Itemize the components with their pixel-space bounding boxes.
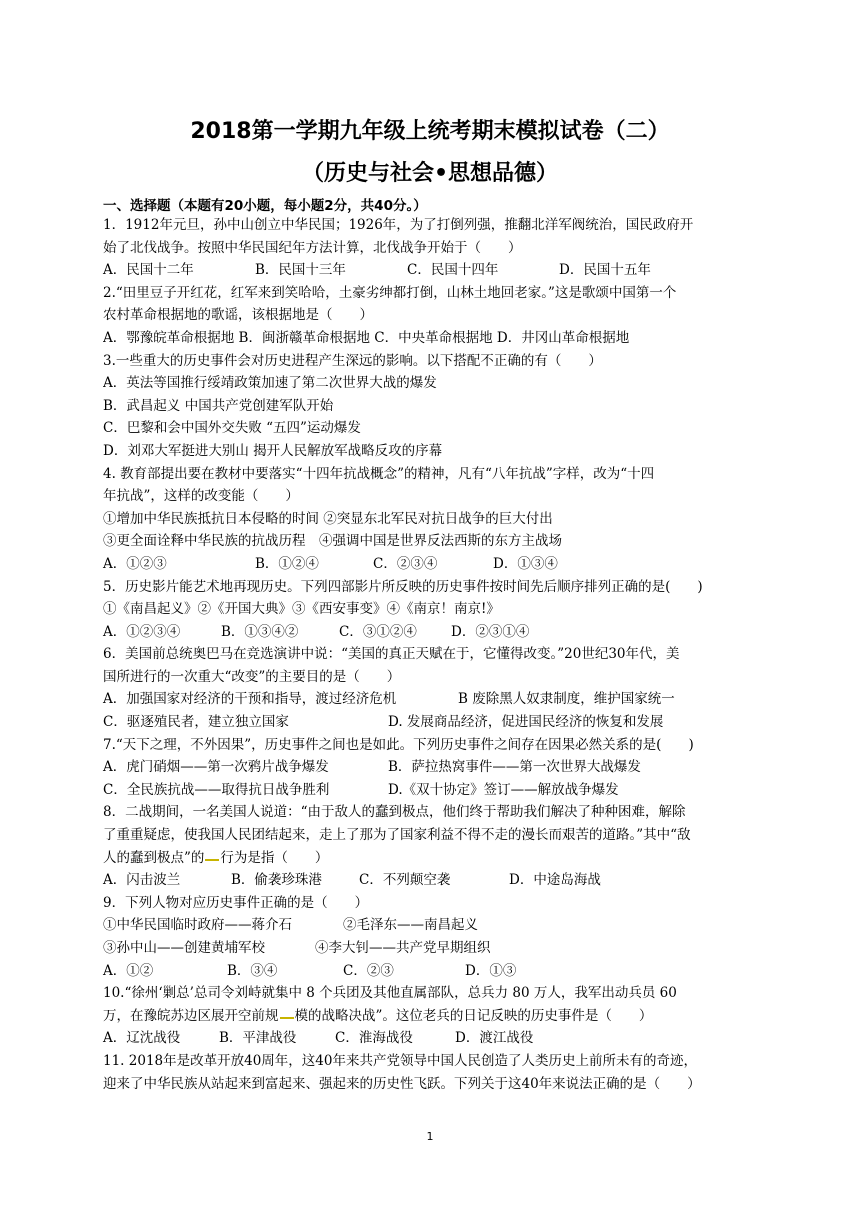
q10-option-c: C．淮海战役 <box>335 1030 413 1047</box>
q7-options-row2 <box>103 779 763 802</box>
q2-line1: 2.“田里豆子开红花，红军来到笑哈哈，土豪劣绅都打倒，山林土地回老家。”这是歌颂中国第一个 <box>103 284 677 301</box>
q5-options <box>103 621 763 644</box>
q9-item-3: ③孙中山——创建黄埔军校 <box>103 940 265 956</box>
blank-mark <box>205 856 219 861</box>
q10-option-d: D．渡江战役 <box>455 1030 534 1047</box>
q3-line1: 3.一些重大的历史事件会对历史进程产生深远的影响。以下搭配不正确的有（ ） <box>103 352 602 369</box>
q9-option-a: A．①② <box>103 962 154 979</box>
q7-line1: 7.“天下之理，不外因果”，历史事件之间也是如此。下列历史事件之间存在因果必然关系的是( ) <box>103 736 694 753</box>
q8-option-d: D．中途岛海战 <box>509 872 601 889</box>
q1-options <box>103 259 763 282</box>
q5-option-d: D．②③①④ <box>451 623 530 640</box>
blank-mark <box>280 1014 294 1019</box>
q8-option-a: A．闪击波兰 <box>103 872 181 889</box>
q5-option-b: B．①③④② <box>221 623 299 640</box>
q1-option-c: C．民国十四年 <box>407 262 499 279</box>
q9-options <box>103 960 763 983</box>
q4-line1: 4. 教育部提出要在教材中要落实“十四年抗战概念”的精神，凡有“八年抗战”字样，改为“十四 <box>103 465 655 482</box>
q8-option-b: B．偷袭珍珠港 <box>231 872 322 889</box>
q10-option-a: A．辽沈战役 <box>103 1030 181 1047</box>
q11-line2: 迎来了中华民族从站起来到富起来、强起来的历史性飞跃。下列关于这40年来说法正确的是（ ） <box>103 1075 701 1092</box>
q9-item-1: ①中华民国临时政府——蒋介石 <box>103 917 292 934</box>
question-list <box>103 214 763 1095</box>
exam-subtitle: （历史与社会•思想品德） <box>301 161 559 186</box>
q8-line3 <box>103 847 763 870</box>
q7-option-a: A．虎门硝烟——第一次鸦片战争爆发 <box>103 759 329 776</box>
q5-line1: 5．历史影片能艺术地再现历史。下列四部影片所反映的历史事件按时间先后顺序排列正确的是( ) <box>103 578 703 595</box>
q10-line2 <box>103 1005 763 1028</box>
q5-line2: ①《南昌起义》②《开国大典》③《西安事变》④《南京！南京!》 <box>103 601 500 618</box>
q10-options <box>103 1027 763 1050</box>
q9-option-c: C．②③ <box>343 962 394 979</box>
q1-option-a: A．民国十二年 <box>103 262 194 279</box>
q7-option-b: B．萨拉热窝事件——第一次世界大战爆发 <box>388 759 641 776</box>
q6-line2: 国所进行的一次重大“改变”的主要目的是（ ） <box>103 668 401 685</box>
q5-option-c: C．③①②④ <box>339 623 417 640</box>
q7-option-c: C．全民族抗战——取得抗日战争胜利 <box>103 781 330 798</box>
q1-line2: 始了北伐战争。按照中华民国纪年方法计算，北伐战争开始于（ ） <box>103 239 522 256</box>
q7-option-d: D.《双十协定》签订——解放战争爆发 <box>388 781 619 798</box>
exam-title: 2018第一学期九年级上统考期末模拟试卷（二） <box>190 119 670 144</box>
q4-options <box>103 553 763 576</box>
q10-line2b: 模的战略决战”。这位老兵的日记反映的历史事件是（ ） <box>294 1007 653 1024</box>
q5-option-a: A．①②③④ <box>103 623 181 640</box>
q1-line1: 1．1912年元旦，孙中山创立中华民国；1926年，为了打倒列强，推翻北洋军阀统治，国民政府开 <box>103 217 694 233</box>
q9-option-d: D．①③ <box>465 962 517 979</box>
q8-line2: 了重重疑虑，使我国人民团结起来，走上了那为了国家利益不得不走的漫长而艰苦的道路。”其中“敌 <box>103 827 691 844</box>
q3-option-a: A．英法等国推行绥靖政策加速了第二次世界大战的爆发 <box>103 375 437 392</box>
q9-item-2: ②毛泽东——南昌起义 <box>343 917 478 934</box>
q6-option-b: B 废除黑人奴隶制度，维护国家统一 <box>458 691 675 708</box>
q6-options-row1 <box>103 688 763 711</box>
q1-option-d: D．民国十五年 <box>559 262 651 279</box>
q8-option-c: C．不列颠空袭 <box>359 872 451 889</box>
q8-line3b: 行为是指（ ） <box>220 849 329 866</box>
q8-line1: 8．二战期间，一名美国人说道：“由于敌人的蠢到极点，他们终于帮助我们解决了种种困难，解除 <box>103 804 686 821</box>
page-number: 1 <box>426 1130 434 1143</box>
q10-line1: 10.“徐州‘剿总’总司令刘峙就集中 8 个兵团及其他直属部队，总兵力 80 万人，我军出动兵员 60 <box>103 985 677 1002</box>
q3-option-d: D．刘邓大军挺进大别山 揭开人民解放军战略反攻的序幕 <box>103 442 443 459</box>
q10-line2a: 万，在豫皖苏边区展开空前规 <box>103 1007 279 1024</box>
q4-option-a: A．①②③ <box>103 555 167 572</box>
q2-options: A．鄂豫皖革命根据地 B．闽浙赣革命根据地 C．中央革命根据地 D．井冈山革命根据地 <box>103 329 630 346</box>
q9-line3 <box>103 937 763 960</box>
q3-option-c: C．巴黎和会中国外交失败 “五四”运动爆发 <box>103 420 361 437</box>
q10-option-b: B．平津战役 <box>219 1030 297 1047</box>
q4-line4: ③更全面诠释中华民族的抗战历程 ④强调中国是世界反法西斯的东方主战场 <box>103 533 562 550</box>
q6-option-a: A．加强国家对经济的干预和指导，渡过经济危机 <box>103 691 397 708</box>
q6-line1: 6．美国前总统奥巴马在竞选演讲中说：“美国的真正天赋在于，它懂得改变。”20世纪30年代，美 <box>103 646 680 663</box>
section-heading: 一、选择题（本题有20小题，每小题2分，共40分。） <box>103 198 427 214</box>
q9-item-4: ④李大钊——共产党早期组织 <box>315 940 491 956</box>
q6-options-row2 <box>103 711 763 734</box>
q9-line2 <box>103 914 763 937</box>
q2-line2: 农村革命根据地的歌谣，该根据地是（ ） <box>103 307 373 324</box>
q11-line1: 11. 2018年是改革开放40周年，这40年来共产党领导中国人民创造了人类历史上前所未有的奇迹， <box>103 1052 697 1069</box>
q3-option-b: B．武昌起义 中国共产党创建军队开始 <box>103 397 334 414</box>
q4-option-c: C．②③④ <box>373 555 438 572</box>
q4-option-d: D．①③④ <box>493 555 558 572</box>
q6-option-d: D. 发展商品经济，促进国民经济的恢复和发展 <box>388 714 664 731</box>
q4-line2: 年抗战”，这样的改变能（ ） <box>103 488 299 505</box>
q9-option-b: B．③④ <box>227 962 278 979</box>
q8-options <box>103 869 763 892</box>
q4-line3: ①增加中华民族抵抗日本侵略的时间 ②突显东北军民对抗日战争的巨大付出 <box>103 510 553 527</box>
q7-options-row1 <box>103 756 763 779</box>
q9-line1: 9．下列人物对应历史事件正确的是（ ） <box>103 894 369 911</box>
q6-option-c: C．驱逐殖民者，建立独立国家 <box>103 714 289 731</box>
q4-option-b: B．①②④ <box>255 555 319 572</box>
q8-line3a: 人的蠢到极点”的 <box>103 849 205 866</box>
q1-option-b: B．民国十三年 <box>255 262 346 279</box>
